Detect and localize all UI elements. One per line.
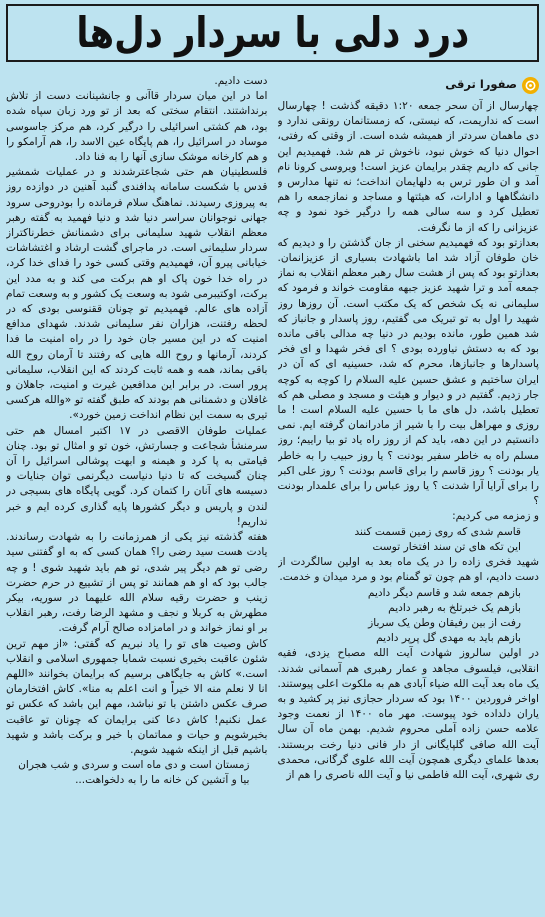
paragraph: دست دادیم. — [214, 75, 268, 87]
poem-line: بازهم جمعه شد و قاسم دیگر دادیم — [367, 586, 521, 599]
poem-line: بازهم یک خبرتلخ به رهبر دادیم — [388, 601, 521, 614]
headline: درد دلی با سردار دل‌ها — [76, 8, 469, 57]
paragraph: در اولین سالروز شهادت آیت الله مصباح یزدی، فقیه انقلابی، فیلسوف مجاهد و عمار رهبری هم آسمانی شدند. یک ماه بعد آیت الله ضیاء آبادی هم به ملکوت اعلی پیوستند. اواخر فروردین ۱۴۰۰ بود که سردار حجازی نیز پر کشید و به یاران دلداده خود پیوست. مهر ماه ۱۴۰۰ از نعمت وجود علامه حسن زاده آملی محروم شدیم. بهمن ماه آن سال آیت الله صافی گلپایگانی از دار فانی دنیا رخت بربستند. بعدها علمای دیگری همچون آیت الله علوی گرگانی، محمدی ری شهری، آیت الله فاطمی نیا و آیت الله ناصری را هم از — [277, 647, 539, 781]
author-marker-icon — [522, 77, 539, 94]
paragraph: بعدازتو بود که فهمیدیم سخنی از جان گذشتن را و دیدیم که خان طوفان آزاد شد اما باشهادت بسیاری از عزیزانمان. بعدازتو بود که پس از هشت سال رهبر معظم انقلاب به نماز جمعه آمد و ترا شهید عزیز جبهه مقاومت خواند و فرمود که سلیمانی نه یک شخص که یک مکتب است. آن روزها روز شهید را اول به تو تبریک می گفتیم، روز پاسدار و جانباز که شد همین طور، مانده بودیم در دنیا چه مدالی باقی مانده بود که به دستش نیاورده بودی ؟ ای فخر شهدا و ای فخر پاسدارها و جانبازها، محرم که شد، حسینیه ای که آن در ایران ساختیم و عشق حسین علیه السلام را کوچه به کوچه جار زدیم. گفتیم در و دیوار و هیئت و مسجد و مصلی هم که تعطیل باشد، دل های ما با حسین علیه السلام است ! ما روزی و مهراهل بیت را با شیر از مادرانمان گرفته ایم. نمی دانستیم در این دهه، باید کم از روز راه یاد تو بیا راییم؛ روز مسلم راه به خاطر سفیر بودنت ؟ یا روز حبیب را به خاطر یار بودنت ؟ روز قاسم را برای قاسم بودنت ؟ روز علی اکبر را برای آرایا آرا شدنت ؟ یا روز عباس را برای علمدار بودنت ؟ — [277, 236, 539, 508]
headline-box — [6, 4, 539, 62]
poem-line: قاسم شدی که روی زمین قسمت کنند — [354, 525, 521, 538]
paragraph: و زمزمه می کردیم: — [452, 510, 539, 523]
paragraph: چهارسال از آن سحر جمعه ۱:۲۰ دقیقه گذشت ! چهارسال است که نداریمت، که نیستی، که زمستانمان رونقی ندارد و دی ماهمان سردتر از همیشه شده است. از وقتی که رفتی، احوال دنیا که خوش نبود، ناخوش تر هم شد. فهمیدیم این جانی که داریم چقدر برایمان عزیز است! ویروسی کرونا نام آمد و ان طور ترس به دلهایمان انداخت؛ نه تنها مدارس و دانشگاهها و ادارات، که هیئتها و مساجد و نمازجمعه را هم تعطیل کرد و سه سالی همه را درگیر خود نمود و چه عزیزانی را که از ما نگرفت. — [277, 100, 539, 234]
paragraph: شهید فخری زاده را در یک ماه بعد به اولین سالگردت از دست دادیم، او هم چون تو گمنام بود و مرد میدان و خدمت. — [277, 556, 539, 584]
paragraph: عملیات طوفان الاقصی در ۱۷ اکتبر امسال هم حتی سرمنشأ شجاعت و جسارتش، خون تو و امثال تو بود. چنان قیامتی به پا کرد و هیمنه و ابهت پوشالی اسرائیل را آن چنان گسیخت که تا دنیا دنیاست دیگرنمی توان جنایات و دسیسه های آنان را کتمان کرد. گویی پایگاه های بسیجی در لندن و پاریس و دیگر کشورها پایه گذاری کرده ایم و خبر نداریم! — [6, 424, 268, 528]
poem-line: زمستان است و دی ماه است و سردی و شب هجران — [18, 759, 250, 772]
poem-line: رفت از بین رفیقان وطن یک سرباز — [368, 616, 521, 629]
paragraph: اما در این میان سردار قاآنی و جانشینانت دست از تلاش برنداشتند. انتقام سختی که بعد از تو ورد زبان سپاه شده بود، هم کشتی اسرائیلی را درگیر کرد، هم مرکز جاسوسی موساد در اسرائیل را، هم پایگاه عین الاسد را، هم آرامکو را و هم کارخانه موشک سازی آنها را به فنا داد. — [6, 90, 268, 164]
poem-line: این تکه های تن سند افتخار توست — [372, 540, 521, 553]
poem-block — [278, 586, 540, 647]
poem-line: بیا و آتشین کن خانه ما را به دلخواهت... — [75, 774, 250, 787]
author-name: صفورا ترقی — [445, 77, 517, 92]
column-left — [6, 74, 268, 913]
column-right — [278, 74, 540, 913]
paragraph: کاش وصیت های تو را یاد نبریم که گفتی: «از مهم ترین شئون عاقبت بخیری نسبت شمابا جمهوری اسلامی و انقلاب است.» کاش به جایگاهی برسیم که برایمان بخوانند «اللهم انا لا نعلم منه الا خیراً و انت اعلم به منا». کاش افتخارمان صرف عکس داشتن با تو نباشد، مهم این باشد که عکس تو عمل نکنیم! کاش دعا کنی برایمان که چونان تو عاقبت بخیرشویم و حیات و مماتمان با خیر و برکت باشد و شهید باشیم قبل از اینکه شهید شویم. — [6, 637, 268, 756]
paragraph: فلسطینیان هم حتی شجاعترشدند و در عملیات شمشیر قدس با شکست سامانه پدافندی گنبد آهنین در دوازده روز به پیروزی رسیدند. نماهنگ سلام فرمانده را بودروحی سرود جهانی نوجوانان سراسر دنیا شد و دنیا فهمید به گفته رهبر معظم انقلاب شهید سلیمانی برای دشمنانش خطرناکتراز سردار سلیمانی است. در ماجرای گشت ارشاد و اغتشاشات خیابانی پیرو آن، فهمیدیم وقتی کسی خود را فدای خدا کرد، در راه خدا خون پاک او هم برکت می کند و به مدد این برکت، اوکتیبرمی شود به وسعت یک کشور و به وسعت تمام آزاده های عالم. فهمیدیم تو چونان ققنوسی بودی که در لحظه رفتنت، هزاران نفر سلیمانی شدند. شهدای مدافع امنیت که در این مسیر جان خود را در راه امنیت ما فدا کردند، آرمانها و روح الله هایی که رفتند تا آرمان روح الله باقی بماند، همه و همه ثابت کردند که این انقلاب، سلیمانی پرور است. در برابر این مدافعین غیرت و امنیت، جاهلان و غافلان و دشمنانی هم بودند که طبق گفته تو «والله هرکسی تیری به سمت این نظام انداخت زمین خورد». — [6, 166, 268, 422]
paragraph: هفته گذشته نیز یکی از همرزمانت را به شهادت رساندند. یادت هست سید رضی را؟ همان کسی که به او گفتنی سید رضی تو هم دیگر پیر شدی، تو هم باید شهید شوی ! و چه جالب بود که او هم همانند تو پس از تشییع در حرم حضرت زینب و حضرت رقیه سلام الله علیهما در سوریه، بیکر مطهرش به کربلا و نجف و مشهد الرضا رفت، رهبر انقلاب بر او نماز خواند و در امامزاده صالح آرام گرفت. — [6, 531, 268, 635]
article-columns — [6, 74, 539, 913]
poem-line: بازهم باید به مهدی گل پرپر دادیم — [376, 632, 521, 645]
poem-block — [278, 525, 540, 555]
closing-verse — [6, 758, 268, 788]
byline — [278, 74, 540, 96]
